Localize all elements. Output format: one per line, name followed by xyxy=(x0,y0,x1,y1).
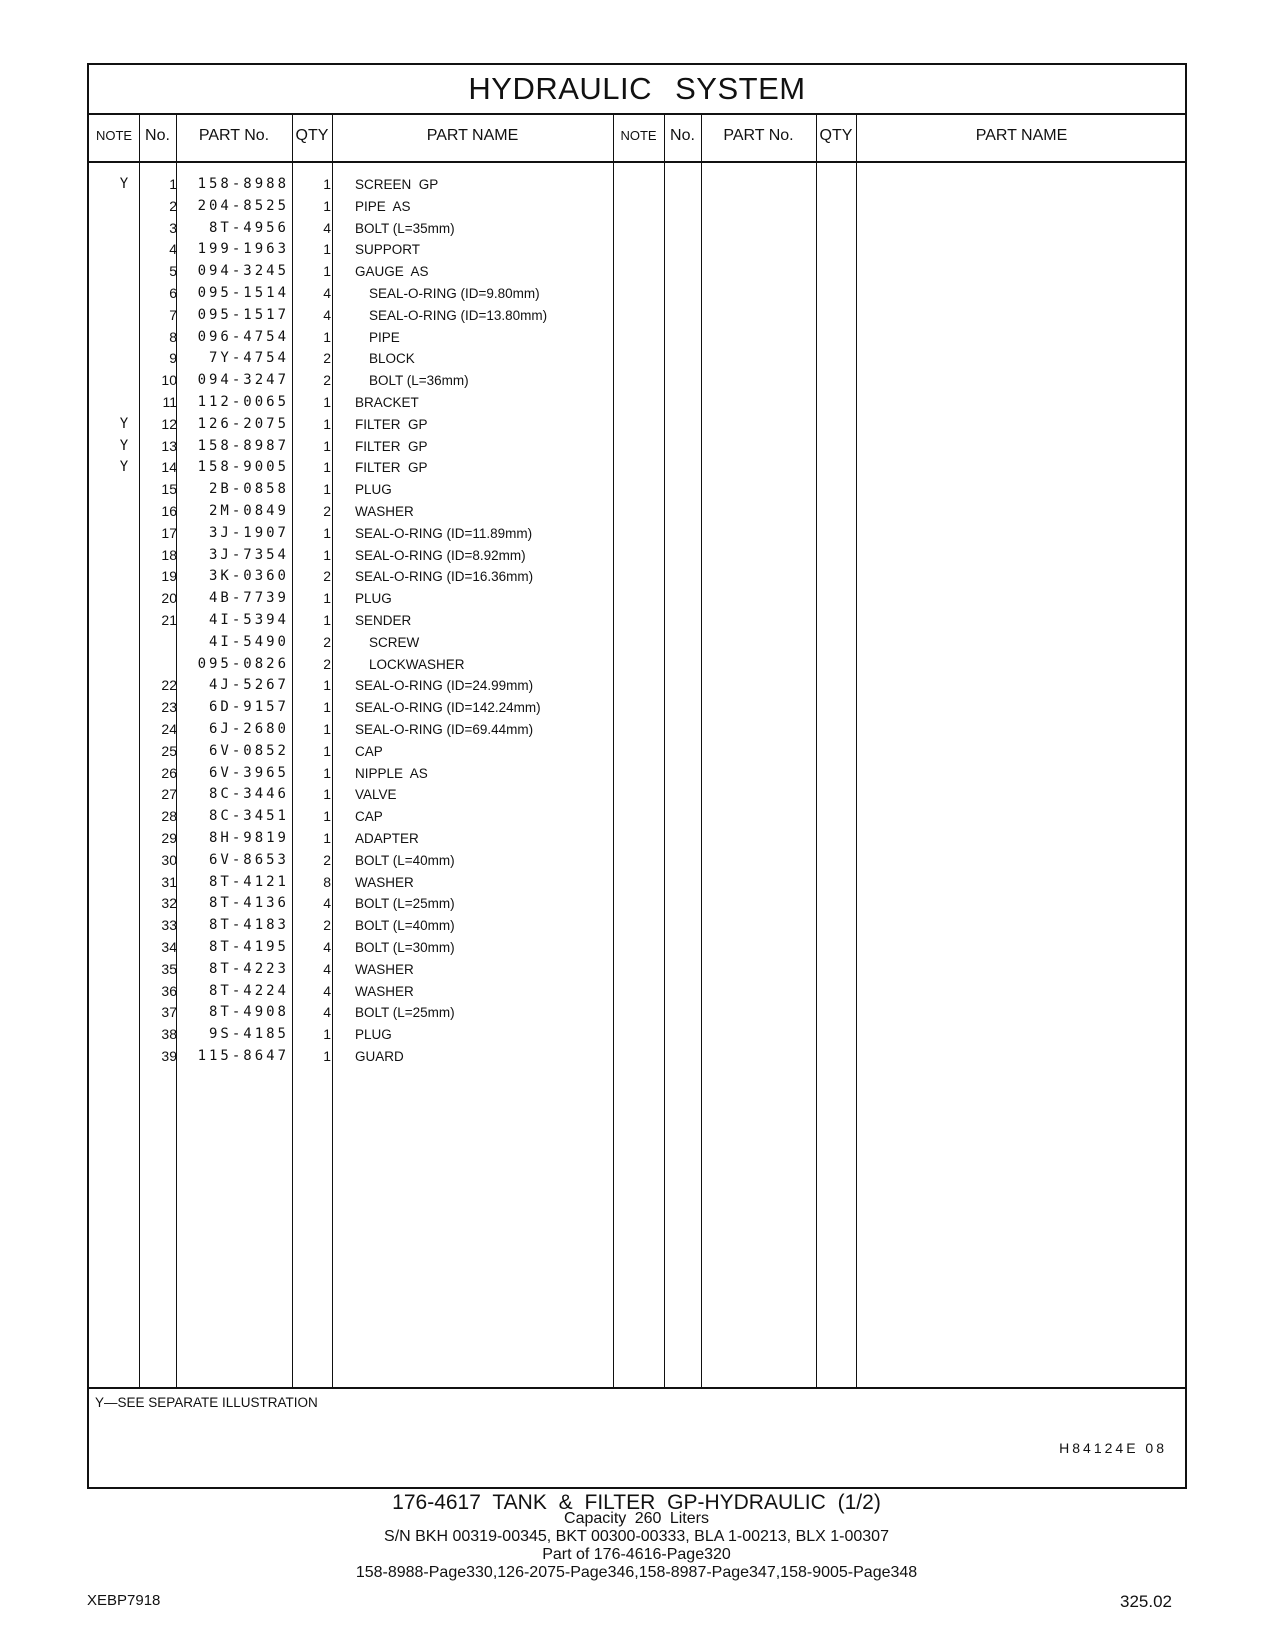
row-part-name: PLUG xyxy=(355,591,392,607)
row-part-no: 8T-4224 xyxy=(208,982,289,999)
row-part-name: SEAL-O-RING (ID=8.92mm) xyxy=(355,547,526,563)
row-number: 9 xyxy=(169,350,177,367)
row-part-name: GUARD xyxy=(355,1049,404,1064)
row-number: 25 xyxy=(161,742,177,759)
row-part-no: 4B-7739 xyxy=(208,590,289,607)
row-number: 5 xyxy=(169,263,177,280)
table-row xyxy=(89,696,1185,719)
table-row xyxy=(89,783,1185,806)
row-part-name: PLUG xyxy=(355,1027,392,1043)
row-part-no: 8T-4183 xyxy=(208,917,289,934)
row-qty: 4 xyxy=(323,960,331,977)
table-row xyxy=(89,369,1185,392)
row-part-name: NIPPLE AS xyxy=(355,765,428,781)
row-part-no: 2M-0849 xyxy=(208,503,289,519)
row-qty: 1 xyxy=(323,197,331,214)
row-qty: 4 xyxy=(323,219,331,236)
row-qty: 1 xyxy=(323,263,331,280)
row-number: 7 xyxy=(169,306,177,323)
row-part-no: 094-3245 xyxy=(197,263,289,280)
row-part-name: WASHER xyxy=(355,504,414,519)
row-part-name: BLOCK xyxy=(369,351,415,367)
row-part-name: CAP xyxy=(355,809,383,825)
row-part-name: VALVE xyxy=(355,787,397,803)
table-row xyxy=(89,871,1185,894)
table-row xyxy=(89,347,1185,370)
row-part-name: SEAL-O-RING (ID=9.80mm) xyxy=(369,286,540,301)
table-row xyxy=(89,326,1185,349)
page-title: HYDRAULIC SYSTEM xyxy=(89,65,1185,115)
row-part-no: 115-8647 xyxy=(197,1048,289,1064)
row-part-no: 3J-1907 xyxy=(208,524,289,541)
row-part-name: FILTER GP xyxy=(355,416,428,432)
row-number: 3 xyxy=(169,219,177,236)
row-part-name: SEAL-O-RING (ID=13.80mm) xyxy=(369,307,548,323)
row-qty: 2 xyxy=(323,568,331,585)
parts-list-sheet xyxy=(87,63,1187,1489)
row-number: 4 xyxy=(169,241,177,258)
table-row xyxy=(89,827,1185,850)
table-row xyxy=(89,173,1185,196)
row-note: Y xyxy=(119,459,129,476)
row-part-name: BRACKET xyxy=(355,395,419,410)
row-part-no: 9S-4185 xyxy=(208,1026,289,1043)
row-part-no: 8T-4223 xyxy=(208,960,289,977)
table-row xyxy=(89,674,1185,697)
row-note: Y xyxy=(119,415,129,432)
row-part-name: SEAL-O-RING (ID=142.24mm) xyxy=(355,700,541,716)
row-qty: 1 xyxy=(323,1048,331,1064)
row-part-no: 158-8988 xyxy=(197,176,289,192)
row-part-name: WASHER xyxy=(355,983,414,999)
row-part-name: BOLT (L=30mm) xyxy=(355,940,455,955)
document-id: XEBP7918 xyxy=(87,1592,161,1609)
row-part-name: BOLT (L=25mm) xyxy=(355,1005,455,1021)
row-part-no: 6V-0852 xyxy=(208,742,289,759)
row-number: 34 xyxy=(161,939,177,955)
row-qty: 4 xyxy=(323,1004,331,1021)
row-note: Y xyxy=(119,176,129,192)
row-qty: 2 xyxy=(323,917,331,934)
row-qty: 1 xyxy=(323,677,331,694)
row-qty: 8 xyxy=(323,873,331,890)
table-row xyxy=(89,805,1185,828)
row-qty: 2 xyxy=(323,503,331,519)
row-part-name: WASHER xyxy=(355,874,414,890)
row-number: 27 xyxy=(161,786,177,803)
row-number: 26 xyxy=(161,764,177,781)
row-part-no: 158-8987 xyxy=(197,437,289,454)
row-part-no: 3J-7354 xyxy=(208,546,289,563)
row-part-no: 8T-4908 xyxy=(208,1004,289,1021)
row-qty: 4 xyxy=(323,895,331,912)
row-part-name: PIPE xyxy=(369,329,400,345)
row-number: 21 xyxy=(161,612,177,628)
row-part-no: 096-4754 xyxy=(197,328,289,345)
row-number: 18 xyxy=(161,546,177,563)
row-number: 8 xyxy=(169,328,177,345)
row-part-no: 8H-9819 xyxy=(208,830,289,846)
row-part-no: 094-3247 xyxy=(197,372,289,389)
header-no-2: No. xyxy=(670,127,695,144)
row-number: 16 xyxy=(161,503,177,519)
row-part-name: BOLT (L=25mm) xyxy=(355,896,455,912)
row-part-name: GAUGE AS xyxy=(355,264,429,280)
row-part-name: FILTER GP xyxy=(355,438,428,454)
row-qty: 1 xyxy=(323,612,331,628)
row-qty: 1 xyxy=(323,590,331,607)
row-part-no: 095-1517 xyxy=(197,306,289,323)
table-row xyxy=(89,391,1185,414)
row-qty: 1 xyxy=(323,546,331,563)
row-part-no: 095-0826 xyxy=(197,655,289,672)
row-qty: 1 xyxy=(323,699,331,716)
caption-references: 158-8988-Page330,126-2075-Page346,158-8987-Page347,158-9005-Page348 xyxy=(355,1564,918,1581)
row-qty: 1 xyxy=(323,721,331,737)
row-qty: 1 xyxy=(323,437,331,454)
row-qty: 4 xyxy=(323,306,331,323)
table-row xyxy=(89,1045,1185,1068)
parts-table-body xyxy=(89,161,1185,1475)
row-qty: 2 xyxy=(323,655,331,672)
table-row xyxy=(89,500,1185,523)
table-header xyxy=(89,113,1185,163)
row-number: 39 xyxy=(161,1048,177,1064)
row-part-name: BOLT (L=40mm) xyxy=(355,852,455,868)
table-row xyxy=(89,238,1185,261)
row-number: 13 xyxy=(161,437,177,454)
row-qty: 2 xyxy=(323,350,331,367)
drawing-code: H84124E 08 xyxy=(1059,1440,1167,1456)
row-part-no: 6V-3965 xyxy=(208,764,289,781)
table-row xyxy=(89,1023,1185,1046)
row-number: 30 xyxy=(161,851,177,868)
row-part-no: 204-8525 xyxy=(197,197,289,214)
row-part-name: SCREW xyxy=(369,634,420,650)
row-part-name: SEAL-O-RING (ID=69.44mm) xyxy=(355,722,534,737)
row-part-no: 8T-4195 xyxy=(208,939,289,955)
caption-title: 176-4617 TANK & FILTER GP-HYDRAULIC (1/2) xyxy=(392,1491,881,1514)
row-part-name: WASHER xyxy=(355,961,414,977)
header-no: No. xyxy=(145,127,170,144)
row-number: 22 xyxy=(161,677,177,694)
table-row xyxy=(89,282,1185,305)
row-qty: 1 xyxy=(323,1026,331,1043)
header-part-no-2: PART No. xyxy=(723,127,794,144)
table-row xyxy=(89,260,1185,283)
row-part-no: 7Y-4754 xyxy=(208,350,289,367)
table-row xyxy=(89,980,1185,1003)
row-part-no: 095-1514 xyxy=(197,285,289,301)
table-row xyxy=(89,609,1185,632)
row-part-no: 6V-8653 xyxy=(208,851,289,868)
row-qty: 1 xyxy=(323,764,331,781)
table-row xyxy=(89,762,1185,785)
row-part-name: SCREEN GP xyxy=(355,177,439,192)
see-illustration-note: Y—SEE SEPARATE ILLUSTRATION xyxy=(95,1395,318,1410)
row-qty: 4 xyxy=(323,982,331,999)
row-part-no: 199-1963 xyxy=(197,241,289,258)
table-row xyxy=(89,195,1185,218)
row-part-no: 8C-3446 xyxy=(208,786,289,803)
row-note: Y xyxy=(119,437,129,454)
row-part-name: ADAPTER xyxy=(355,831,419,846)
header-note-2: NOTE xyxy=(620,128,657,143)
row-qty: 4 xyxy=(323,939,331,955)
row-qty: 1 xyxy=(323,742,331,759)
table-row xyxy=(89,849,1185,872)
header-part-name-2: PART NAME xyxy=(975,127,1068,144)
table-row xyxy=(89,653,1185,676)
row-number: 31 xyxy=(161,873,177,890)
row-part-no: 158-9005 xyxy=(197,459,289,476)
row-part-no: 6D-9157 xyxy=(208,699,289,716)
row-number: 29 xyxy=(161,830,177,846)
table-row xyxy=(89,435,1185,458)
row-part-name: LOCKWASHER xyxy=(369,656,465,672)
header-qty: QTY xyxy=(295,127,329,144)
table-row xyxy=(89,413,1185,436)
page-number: 325.02 xyxy=(1120,1592,1172,1611)
row-part-name: SEAL-O-RING (ID=16.36mm) xyxy=(355,569,534,585)
table-row xyxy=(89,914,1185,937)
row-part-no: 3K-0360 xyxy=(208,568,289,585)
row-qty: 1 xyxy=(323,328,331,345)
row-part-name: SENDER xyxy=(355,613,412,628)
row-number: 17 xyxy=(161,524,177,541)
row-qty: 1 xyxy=(323,524,331,541)
row-part-no: 8T-4121 xyxy=(208,873,289,890)
row-qty: 1 xyxy=(323,481,331,498)
table-row xyxy=(89,565,1185,588)
row-part-name: SEAL-O-RING (ID=11.89mm) xyxy=(355,525,533,541)
row-part-name: PLUG xyxy=(355,482,392,498)
row-number: 10 xyxy=(161,372,177,389)
row-part-no: 112-0065 xyxy=(197,394,289,410)
row-number: 20 xyxy=(161,590,177,607)
row-part-no: 8T-4136 xyxy=(208,895,289,912)
caption-capacity: Capacity 260 Liters xyxy=(564,1510,709,1527)
row-number: 28 xyxy=(161,808,177,825)
row-part-name: PIPE AS xyxy=(355,198,411,214)
row-number: 24 xyxy=(161,721,177,737)
footnote-divider xyxy=(89,1387,1185,1389)
table-row xyxy=(89,631,1185,654)
row-qty: 2 xyxy=(323,633,331,650)
table-row xyxy=(89,1001,1185,1024)
row-number: 12 xyxy=(161,415,177,432)
table-row xyxy=(89,740,1185,763)
row-part-name: BOLT (L=36mm) xyxy=(369,373,469,389)
row-qty: 1 xyxy=(323,394,331,410)
row-part-name: FILTER GP xyxy=(355,460,428,476)
row-part-no: 8C-3451 xyxy=(208,808,289,825)
row-number: 15 xyxy=(161,481,177,498)
row-qty: 1 xyxy=(323,830,331,846)
row-part-name: BOLT (L=35mm) xyxy=(355,220,455,236)
row-qty: 1 xyxy=(323,808,331,825)
row-part-no: 8T-4956 xyxy=(208,219,289,236)
header-part-name: PART NAME xyxy=(426,127,519,144)
row-number: 23 xyxy=(161,699,177,716)
row-number: 32 xyxy=(161,895,177,912)
row-part-no: 2B-0858 xyxy=(208,481,289,498)
row-qty: 4 xyxy=(323,285,331,301)
table-row xyxy=(89,892,1185,915)
table-row xyxy=(89,304,1185,327)
row-qty: 1 xyxy=(323,786,331,803)
row-number: 6 xyxy=(169,285,177,301)
row-qty: 1 xyxy=(323,176,331,192)
row-qty: 1 xyxy=(323,459,331,476)
table-row xyxy=(89,217,1185,240)
table-row xyxy=(89,544,1185,567)
table-row xyxy=(89,522,1185,545)
row-part-name: SUPPORT xyxy=(355,242,421,258)
row-number: 33 xyxy=(161,917,177,934)
row-number: 35 xyxy=(161,960,177,977)
row-part-no: 126-2075 xyxy=(197,415,289,432)
row-number: 36 xyxy=(161,982,177,999)
row-number: 37 xyxy=(161,1004,177,1021)
row-number: 14 xyxy=(161,459,177,476)
row-part-no: 4J-5267 xyxy=(208,677,289,694)
row-part-no: 4I-5394 xyxy=(208,612,289,628)
row-part-name: CAP xyxy=(355,743,383,759)
row-number: 19 xyxy=(161,568,177,585)
table-row xyxy=(89,587,1185,610)
row-qty: 2 xyxy=(323,372,331,389)
header-part-no: PART No. xyxy=(198,127,270,144)
header-qty-2: QTY xyxy=(819,127,853,144)
table-row xyxy=(89,478,1185,501)
row-qty: 1 xyxy=(323,415,331,432)
row-part-name: SEAL-O-RING (ID=24.99mm) xyxy=(355,678,534,694)
header-note: NOTE xyxy=(95,128,133,143)
table-row xyxy=(89,718,1185,741)
row-number: 38 xyxy=(161,1026,177,1043)
row-part-name: BOLT (L=40mm) xyxy=(355,918,455,934)
row-number: 1 xyxy=(169,176,177,192)
row-number: 2 xyxy=(169,197,177,214)
table-row xyxy=(89,456,1185,479)
row-part-no: 4I-5490 xyxy=(208,633,289,650)
row-number: 11 xyxy=(162,394,177,410)
caption-part-of: Part of 176-4616-Page320 xyxy=(542,1546,731,1563)
row-part-no: 6J-2680 xyxy=(208,721,289,737)
caption-serials: S/N BKH 00319-00345, BKT 00300-00333, BLA 1-00213, BLX 1-00307 xyxy=(384,1528,889,1545)
row-qty: 1 xyxy=(323,241,331,258)
table-row xyxy=(89,958,1185,981)
table-row xyxy=(89,936,1185,959)
row-qty: 2 xyxy=(323,851,331,868)
